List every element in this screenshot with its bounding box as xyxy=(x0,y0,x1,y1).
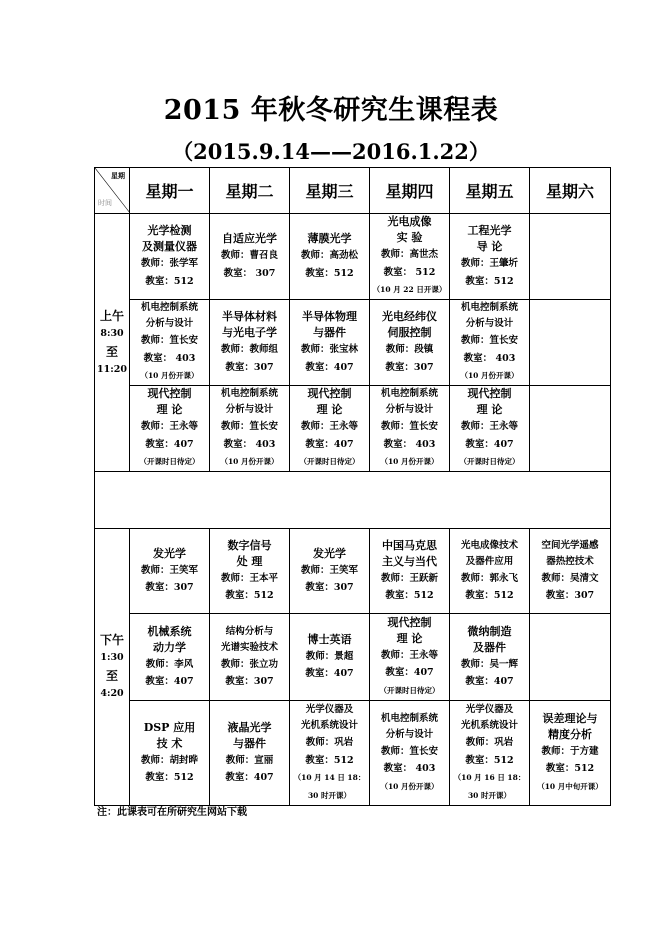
schedule-table xyxy=(94,167,611,806)
course-note: （10 月份开课） xyxy=(460,371,519,381)
corner-day-label: 星期 xyxy=(111,171,125,180)
course-cell xyxy=(530,529,611,614)
course-note: 30 时开课） xyxy=(467,790,512,800)
course-room: 教室：407 xyxy=(465,676,514,687)
course-name: 光电成像技术 xyxy=(460,539,518,551)
course-teacher: 教师：王永等 xyxy=(300,421,358,433)
afternoon-row-2 xyxy=(95,614,611,701)
course-name: 光学仪器及 xyxy=(465,704,514,715)
course-name: 分析与设计 xyxy=(465,318,514,330)
course-name: 机电控制系统 xyxy=(380,712,438,724)
course-room: 教室： 403 xyxy=(383,763,436,775)
lunch-break-row xyxy=(95,472,611,529)
course-room: 教室：307 xyxy=(225,361,274,373)
course-teacher: 教师：笪长安 xyxy=(380,421,438,433)
afternoon-row-1 xyxy=(95,529,611,614)
course-name: 处 理 xyxy=(236,554,263,568)
course-teacher: 教师：笪长安 xyxy=(460,335,518,347)
course-note: （10 月中旬开课） xyxy=(537,781,603,791)
course-teacher: 教师：笪长安 xyxy=(220,421,278,433)
course-name: 误差理论与 xyxy=(542,711,598,725)
course-name: 精度分析 xyxy=(548,727,592,741)
empty-cell xyxy=(530,614,611,701)
afternoon-time-cell xyxy=(95,529,130,806)
course-note: （10 月份开课） xyxy=(140,371,199,381)
course-room: 教室：407 xyxy=(465,438,514,450)
course-name: 及器件 xyxy=(473,640,506,654)
morning-label: 上午 xyxy=(99,308,124,323)
afternoon-label: 下午 xyxy=(99,633,124,647)
course-teacher: 教师：吴一辉 xyxy=(460,658,518,670)
course-name: 液晶光学 xyxy=(227,720,272,734)
course-teacher: 教师：笪长安 xyxy=(140,335,198,347)
course-cell xyxy=(370,529,450,614)
course-teacher: 教师：李风 xyxy=(145,658,194,670)
course-name: 工程光学 xyxy=(467,224,512,237)
course-teacher: 教师：王永等 xyxy=(460,421,518,433)
break-cell xyxy=(95,472,611,529)
course-cell xyxy=(210,614,290,701)
course-name: 现代控制 xyxy=(467,387,512,401)
course-cell xyxy=(130,614,210,701)
course-note: （10 月 16 日 18： xyxy=(453,773,526,782)
course-teacher: 教师：王肇圻 xyxy=(460,258,518,269)
course-teacher: 教师：笪长安 xyxy=(380,745,438,757)
course-room: 教室：407 xyxy=(225,772,274,783)
course-teacher: 教师：景超 xyxy=(305,650,354,662)
course-room: 教室：512 xyxy=(225,590,274,601)
course-name: 实 验 xyxy=(396,231,423,245)
course-room: 教室：407 xyxy=(305,668,354,679)
course-name: 机电控制系统 xyxy=(220,388,278,400)
course-note: （开课时日待定） xyxy=(299,457,360,467)
course-cell xyxy=(130,214,210,300)
course-name: 主义与当代 xyxy=(382,554,437,568)
course-name: DSP 应用 xyxy=(143,720,196,734)
course-room: 教室：512 xyxy=(465,590,514,601)
course-name: 现代控制 xyxy=(387,615,432,629)
course-room: 教室：512 xyxy=(305,267,354,279)
course-teacher: 教师：于方建 xyxy=(541,745,599,757)
course-cell xyxy=(290,529,370,614)
course-cell xyxy=(450,300,530,386)
course-name: 分析与设计 xyxy=(385,404,434,416)
course-cell xyxy=(450,386,530,472)
course-cell xyxy=(290,300,370,386)
course-name: 与器件 xyxy=(313,326,346,339)
course-teacher: 教师：王本平 xyxy=(220,572,278,584)
course-teacher: 教师：巩岩 xyxy=(305,737,354,748)
course-teacher: 教师：王笑军 xyxy=(300,564,358,576)
course-name: 机电控制系统 xyxy=(380,388,438,400)
course-room: 教室：307 xyxy=(385,361,434,373)
course-teacher: 教师：张学军 xyxy=(140,258,198,269)
course-name: 结构分析与 xyxy=(225,625,274,637)
course-room: 教室：512 xyxy=(465,275,514,287)
course-name: 分析与设计 xyxy=(385,728,434,740)
course-cell xyxy=(130,300,210,386)
course-teacher: 教师：胡封晔 xyxy=(140,754,198,766)
morning-row-2 xyxy=(95,300,611,386)
course-name: 现代控制 xyxy=(147,387,192,401)
course-name: 微纳制造 xyxy=(467,624,512,638)
course-teacher: 教师：张立功 xyxy=(220,658,278,670)
course-room: 教室： 512 xyxy=(383,266,436,278)
course-cell xyxy=(370,300,450,386)
course-name: 空间光学遥感 xyxy=(541,539,599,551)
course-note: （10 月 14 日 18： xyxy=(293,773,366,782)
course-room: 教室：307 xyxy=(145,582,194,593)
day-header: 星期四 xyxy=(370,168,450,214)
day-header: 星期五 xyxy=(450,168,530,214)
course-cell xyxy=(130,529,210,614)
morning-time-cell xyxy=(95,214,130,472)
morning-row-1 xyxy=(95,214,611,300)
course-name: 光电成像 xyxy=(387,215,432,229)
course-name: 伺服控制 xyxy=(387,326,432,339)
course-name: 光谱实验技术 xyxy=(220,641,278,653)
afternoon-row-3 xyxy=(95,701,611,806)
course-cell xyxy=(450,614,530,701)
course-note: （10 月份开课） xyxy=(220,457,279,467)
course-teacher: 教师：教师组 xyxy=(220,344,278,355)
course-room: 教室：512 xyxy=(465,754,514,766)
course-note: （开课时日待定） xyxy=(459,457,520,467)
course-name: 理 论 xyxy=(316,403,343,417)
course-teacher: 教师：吴清文 xyxy=(541,572,599,584)
course-cell xyxy=(210,300,290,386)
course-name: 与光电子学 xyxy=(222,326,277,339)
course-cell xyxy=(210,214,290,300)
course-room: 教室：407 xyxy=(145,438,194,450)
morning-row-3 xyxy=(95,386,611,472)
header-row xyxy=(95,168,611,214)
course-room: 教室：307 xyxy=(225,676,274,687)
course-cell xyxy=(290,214,370,300)
course-room: 教室：512 xyxy=(145,275,194,287)
course-cell xyxy=(450,214,530,300)
course-name: 光机系统设计 xyxy=(300,720,358,731)
course-note: （10 月 22 日开课） xyxy=(372,285,447,295)
course-name: 中国马克思 xyxy=(382,538,437,552)
course-note: （开课时日待定） xyxy=(139,457,200,467)
course-room: 教室： 403 xyxy=(463,352,516,364)
course-cell xyxy=(290,614,370,701)
course-teacher: 教师：高世杰 xyxy=(380,249,438,261)
course-name: 光机系统设计 xyxy=(460,720,518,731)
course-name: 及测量仪器 xyxy=(142,240,197,253)
course-room: 教室： 307 xyxy=(223,267,276,279)
course-room: 教室： 403 xyxy=(383,438,436,450)
course-teacher: 教师：宣丽 xyxy=(225,754,274,766)
course-cell xyxy=(450,529,530,614)
course-note: （开课时日待定） xyxy=(379,685,440,695)
course-name: 理 论 xyxy=(476,403,503,417)
empty-cell xyxy=(530,300,611,386)
course-room: 教室：307 xyxy=(305,582,354,593)
course-room: 教室：512 xyxy=(305,754,354,766)
course-name: 导 论 xyxy=(476,240,503,253)
course-cell xyxy=(370,701,450,806)
course-room: 教室： 403 xyxy=(143,352,196,364)
course-room: 教室：512 xyxy=(385,590,434,601)
course-cell xyxy=(130,386,210,472)
course-cell xyxy=(290,701,370,806)
course-name: 博士英语 xyxy=(307,632,352,646)
course-teacher: 教师：张宝林 xyxy=(300,344,358,355)
course-note: （10 月份开课） xyxy=(380,781,439,791)
afternoon-to: 至 xyxy=(105,669,118,683)
course-room: 教室：307 xyxy=(545,590,595,601)
course-cell xyxy=(210,386,290,472)
course-name: 机电控制系统 xyxy=(140,302,198,314)
course-cell xyxy=(530,701,611,806)
course-name: 及器件应用 xyxy=(465,555,514,567)
course-room: 教室：407 xyxy=(145,676,194,687)
course-name: 数字信号 xyxy=(227,538,272,552)
course-teacher: 教师：曹召良 xyxy=(220,250,278,261)
course-cell xyxy=(370,214,450,300)
course-name: 现代控制 xyxy=(307,387,352,401)
course-room: 教室： 403 xyxy=(223,438,276,450)
course-cell xyxy=(290,386,370,472)
course-name: 发光学 xyxy=(313,546,346,560)
course-name: 半导体物理 xyxy=(302,310,357,323)
course-teacher: 教师：王跃新 xyxy=(380,572,438,584)
course-room: 教室：512 xyxy=(145,772,194,783)
corner-time-label: 时间 xyxy=(98,199,112,207)
course-name: 半导体材料 xyxy=(222,310,277,323)
course-cell xyxy=(370,614,450,701)
course-name: 光学检测 xyxy=(147,224,192,237)
course-teacher: 教师：郭永飞 xyxy=(460,572,518,584)
course-teacher: 教师：段镇 xyxy=(385,344,434,355)
course-room: 教室：407 xyxy=(305,361,354,373)
afternoon-end: 4:20 xyxy=(100,688,124,699)
course-teacher: 教师：王永等 xyxy=(140,421,198,433)
course-name: 分析与设计 xyxy=(145,318,194,330)
course-name: 理 论 xyxy=(396,631,423,645)
course-note: （10 月份开课） xyxy=(380,457,439,467)
course-name: 光学仪器及 xyxy=(305,704,354,715)
course-cell xyxy=(130,701,210,806)
course-room: 教室：512 xyxy=(545,763,595,775)
course-teacher: 教师：高劲松 xyxy=(300,250,358,261)
course-cell xyxy=(450,701,530,806)
course-name: 薄膜光学 xyxy=(307,232,352,245)
corner-cell xyxy=(95,168,130,214)
course-cell xyxy=(370,386,450,472)
page-subtitle: （2015.9.14——2016.1.22） xyxy=(172,139,490,164)
morning-start: 8:30 xyxy=(100,327,124,339)
course-cell xyxy=(210,529,290,614)
course-room: 教室：407 xyxy=(385,667,434,679)
page-title: 2015 年秋冬研究生课程表 xyxy=(163,95,499,126)
empty-cell xyxy=(530,214,611,300)
course-name: 发光学 xyxy=(153,546,186,560)
day-header: 星期六 xyxy=(530,168,611,214)
day-header: 星期三 xyxy=(290,168,370,214)
course-note: 30 时开课） xyxy=(307,790,352,800)
course-name: 与器件 xyxy=(233,736,266,750)
course-name: 理 论 xyxy=(156,403,183,417)
footnote: 注：此课表可在所研究生网站下载 xyxy=(97,807,247,818)
course-name: 分析与设计 xyxy=(225,404,274,416)
course-name: 动力学 xyxy=(153,640,186,654)
afternoon-start: 1:30 xyxy=(100,652,124,663)
course-name: 器热控技术 xyxy=(546,555,594,567)
course-teacher: 教师：巩岩 xyxy=(465,737,514,748)
morning-end: 11:20 xyxy=(97,363,127,375)
morning-to: 至 xyxy=(105,344,118,359)
empty-cell xyxy=(530,386,611,472)
course-name: 光电经纬仪 xyxy=(382,310,437,323)
day-header: 星期二 xyxy=(210,168,290,214)
course-teacher: 教师：王永等 xyxy=(380,649,438,661)
course-name: 机电控制系统 xyxy=(460,302,518,314)
course-room: 教室：407 xyxy=(305,438,354,450)
course-name: 自适应光学 xyxy=(222,232,277,245)
course-name: 技 术 xyxy=(156,736,183,750)
course-teacher: 教师：王笑军 xyxy=(140,564,198,576)
course-name: 机械系统 xyxy=(147,624,192,638)
day-header: 星期一 xyxy=(130,168,210,214)
course-cell xyxy=(210,701,290,806)
